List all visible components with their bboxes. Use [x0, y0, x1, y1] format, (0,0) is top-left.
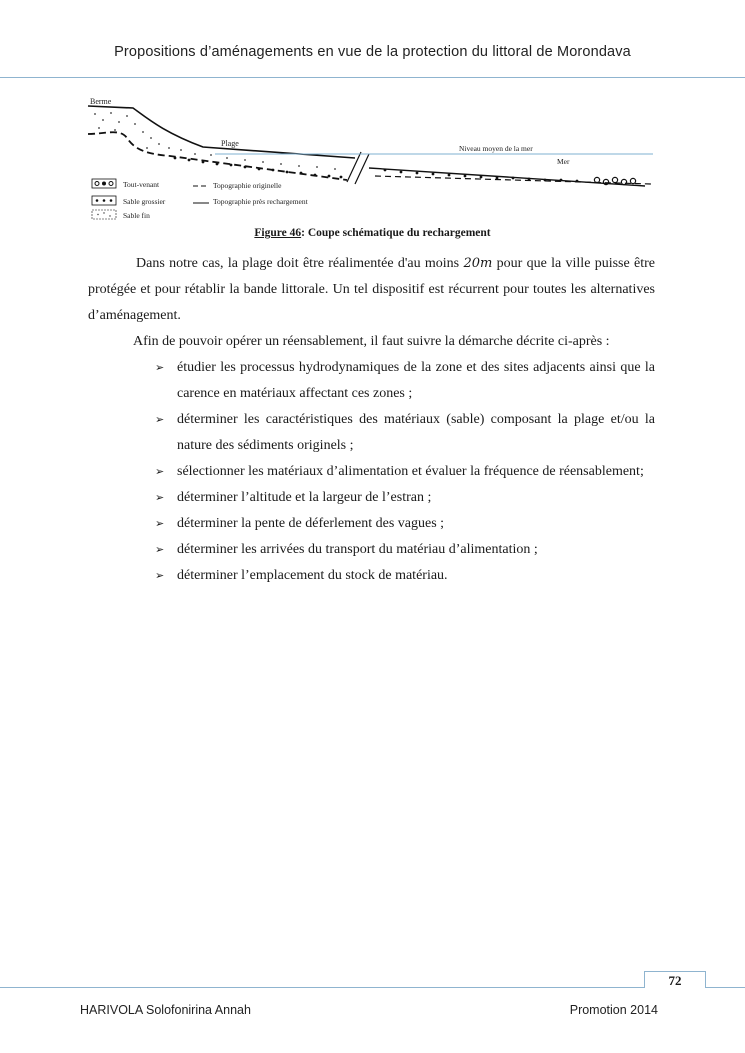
- list-item-text: déterminer les arrivées du transport du matériau d’alimentation ;: [177, 542, 538, 557]
- footer-author: HARIVOLA Solofonirina Annah: [80, 1003, 251, 1017]
- figure-legend: [92, 179, 309, 220]
- list-item: [155, 485, 655, 511]
- body-text: [88, 251, 655, 589]
- list-item-text: déterminer les caractéristiques des matériaux (sable) composant la plage et/ou la nature des sédiments originels ;: [177, 412, 655, 453]
- legend-sable-fin: Sable fin: [123, 211, 150, 220]
- paragraph-1-end: pour que la ville puisse être protégée et pour rétablir la bande littorale. Un tel dispositif est récurrent pour toutes les alternatives d’aménagement.: [88, 256, 655, 323]
- steps-list: [88, 355, 655, 589]
- page-number: 72: [644, 971, 706, 988]
- footer-rule: [0, 987, 745, 988]
- list-item-text: déterminer la pente de déferlement des vagues ;: [177, 516, 445, 531]
- list-item: [155, 537, 655, 563]
- page-header-title: Propositions d’aménagements en vue de la protection du littoral de Morondava: [114, 44, 631, 60]
- figure-caption: [0, 227, 745, 239]
- list-item: [155, 407, 655, 459]
- list-item-text: sélectionner les matériaux d’alimentation et évaluer la fréquence de réensablement;: [177, 464, 644, 479]
- arrow-bullet-icon: ➢: [155, 517, 165, 530]
- arrow-bullet-icon: ➢: [155, 491, 165, 504]
- figure-caption-number: Figure 46: [254, 227, 302, 239]
- recharged-profile-left: [88, 106, 355, 158]
- figure-caption-text: : Coupe schématique du rechargement: [301, 227, 491, 239]
- beach-recharge-figure: [85, 92, 660, 224]
- label-niveau-moyen: Niveau moyen de la mer: [459, 144, 533, 153]
- section-break: [347, 152, 369, 184]
- paragraph-2: Afin de pouvoir opérer un réensablement, il faut suivre la démarche décrite ci-après :: [133, 334, 610, 349]
- legend-tout-venant: Tout-venant: [123, 180, 160, 189]
- list-item: [155, 511, 655, 537]
- header-rule: [0, 77, 745, 78]
- original-profile-left: [88, 132, 347, 180]
- paragraph-1: [88, 251, 655, 329]
- legend-sable-grossier: Sable grossier: [123, 197, 166, 206]
- arrow-bullet-icon: ➢: [155, 569, 165, 582]
- list-item: [155, 355, 655, 407]
- arrow-bullet-icon: ➢: [155, 543, 165, 556]
- list-item-text: étudier les processus hydrodynamiques de la zone et des sites adjacents ainsi que la carence en matériaux affectant ces zones ;: [177, 360, 655, 401]
- legend-topo-recharge: Topographie près rechargement: [213, 197, 308, 206]
- label-mer: Mer: [557, 157, 570, 166]
- list-item-text: déterminer l’emplacement du stock de matériau.: [177, 568, 448, 583]
- list-item: [155, 563, 655, 589]
- figure-drawing: [85, 92, 660, 224]
- arrow-bullet-icon: ➢: [155, 465, 165, 478]
- arrow-bullet-icon: ➢: [155, 361, 165, 374]
- list-item-text: déterminer l’altitude et la largeur de l’estran ;: [177, 490, 432, 505]
- width-value: 20m: [463, 256, 493, 271]
- label-plage: Plage: [221, 139, 239, 148]
- label-berme: Berme: [90, 97, 112, 106]
- legend-swatch-sable-fin: [92, 210, 116, 219]
- arrow-bullet-icon: ➢: [155, 413, 165, 426]
- footer-promotion: Promotion 2014: [569, 1003, 658, 1017]
- paragraph-1-start: Dans notre cas, la plage doit être réalimentée d'au moins: [136, 256, 464, 271]
- legend-topo-originelle: Topographie originelle: [213, 181, 282, 190]
- list-item: [155, 459, 655, 485]
